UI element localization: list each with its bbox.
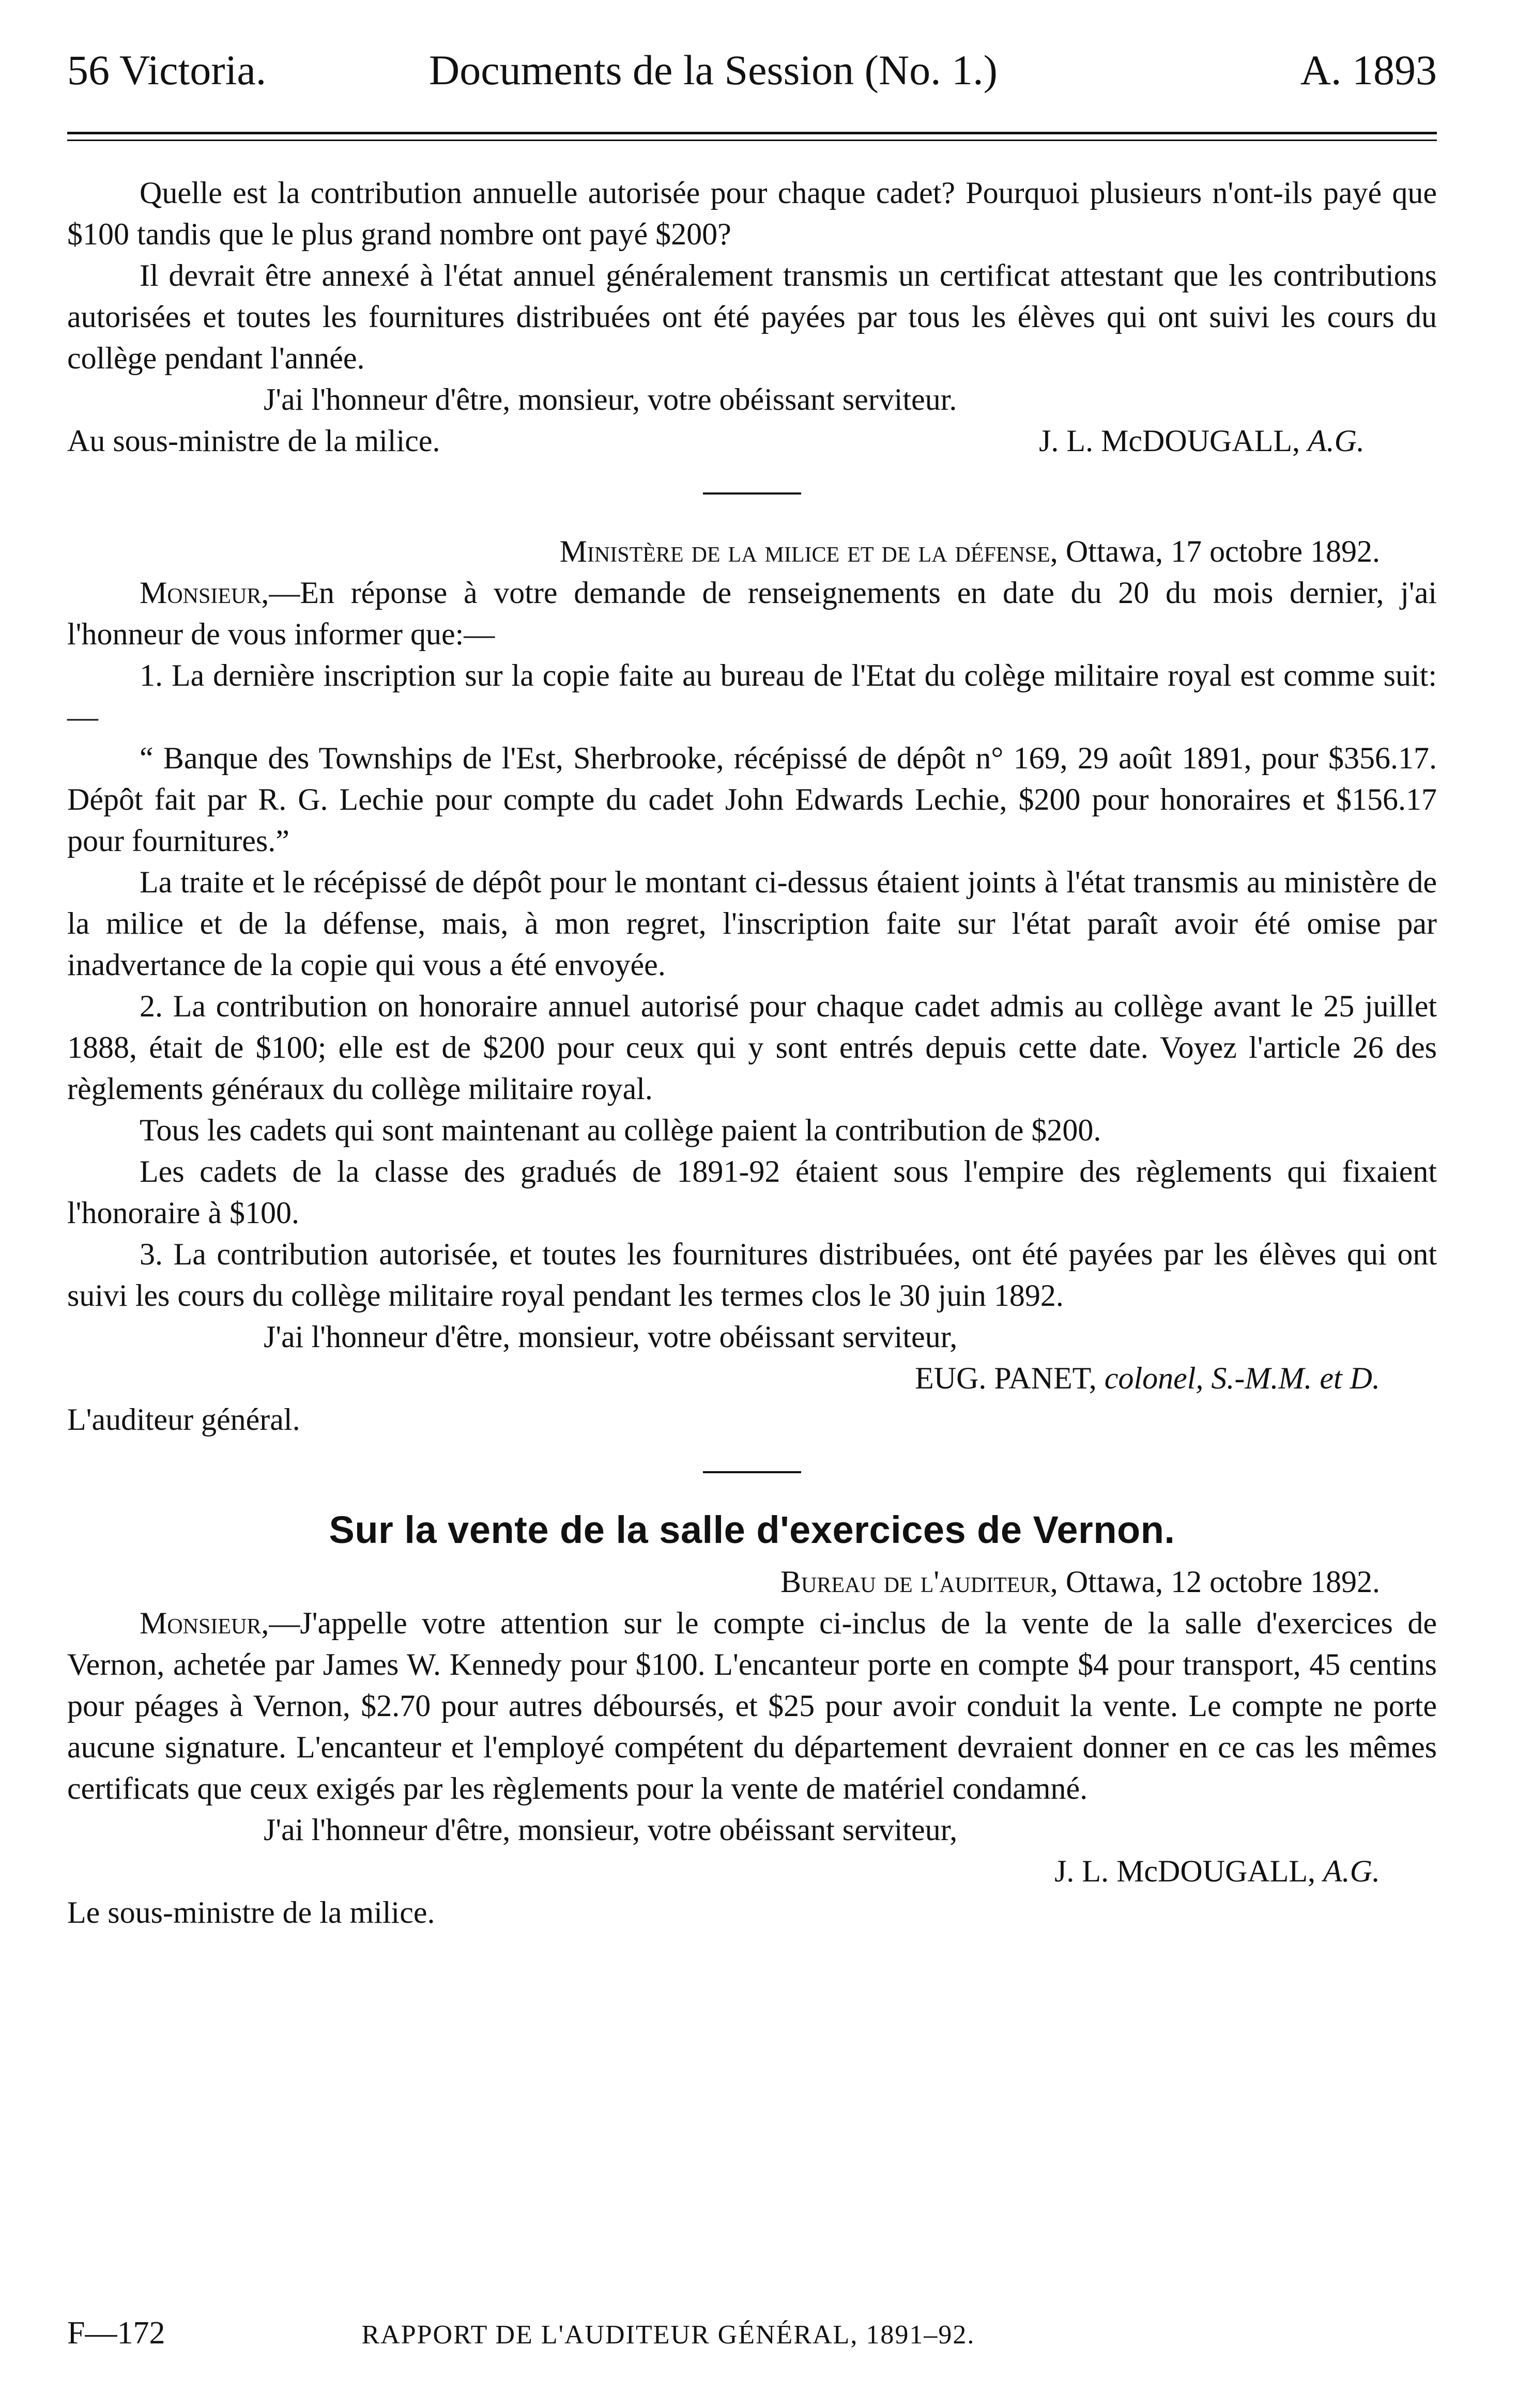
- section-addressee: Le sous-ministre de la milice.: [67, 1895, 435, 1930]
- letter2-paragraph-7: 3. La contribution autorisée, et toutes les fournitures distribuées, ont été payées par les élèves qui ont suivi les cours du collège militaire royal pendant les termes clos le 30 juin 1892.: [67, 1237, 1437, 1313]
- letter2-salutation: Monsieur,: [140, 576, 269, 610]
- letter1-closing: J'ai l'honneur d'être, monsieur, votre obéissant serviteur.: [264, 382, 957, 416]
- section-paragraph-1-text: —J'appelle votre attention sur le compte ci-inclus de la vente de la salle d'exercices de Vernon, achetée par James W. Kennedy pour $100. L'encanteur porte en compte $4 pour transport, 45 centins pour péages à Vernon, $2.70 pour autres déboursés, et $25 pour avoir conduit la vente. Le compte ne porte aucune signature. L'encanteur et l'employé compétent du département devraient donner en ce cas les mêmes certificats que ceux exigés par les règlements pour la vente de matériel condamné.: [67, 1606, 1437, 1805]
- header-right: A. 1893: [1300, 47, 1437, 94]
- footer-page-number: F—172: [67, 2316, 165, 2351]
- letter2-paragraph-2: 1. La dernière inscription sur la copie faite au bureau de l'Etat du colège militaire royal est comme suit:—: [67, 658, 1437, 734]
- separator-rule-2: [703, 1471, 801, 1473]
- letter2-quote: “ Banque des Townships de l'Est, Sherbrooke, récépissé de dépôt n° 169, 29 août 1891, pour $356.17. Dépôt fait par R. G. Lechie pour compte du cadet John Edwards Lechie, $200 pour honoraires et $156.17 pour fournitures.”: [67, 741, 1437, 858]
- header-rule: [67, 132, 1437, 141]
- letter2-paragraph-6: Les cadets de la classe des gradués de 1891-92 étaient sous l'empire des règlements qui fixaient l'honoraire à $100.: [67, 1154, 1437, 1230]
- page-content: [67, 172, 1437, 1933]
- letter1-addressee: Au sous-ministre de la milice.: [67, 424, 440, 458]
- letter1-signature: [1039, 420, 1365, 461]
- letter2-signature: [67, 1357, 1437, 1399]
- header-center: Documents de la Session (No. 1.): [429, 47, 998, 94]
- letter2-closing: J'ai l'honneur d'être, monsieur, votre obéissant serviteur,: [264, 1320, 958, 1354]
- section-signature-title: A.G.: [1323, 1854, 1380, 1888]
- running-header: [67, 49, 1437, 106]
- section-paragraph-1: [67, 1602, 1437, 1809]
- section-dateline: [67, 1561, 1437, 1602]
- letter2-dateline-date: Ottawa, 17 octobre 1892.: [1065, 534, 1380, 568]
- header-left: 56 Victoria.: [67, 47, 267, 94]
- section-signature: [67, 1850, 1437, 1892]
- letter2-dateline-org: Ministère de la milice et de la défense,: [559, 534, 1058, 568]
- letter2-paragraph-3: La traite et le récépissé de dépôt pour le montant ci-dessus étaient joints à l'état transmis au ministère de la milice et de la défense, mais, à mon regret, l'inscription faite sur l'état paraît avoir été omise par inadvertance de la copie qui vous a été envoyée.: [67, 865, 1437, 982]
- letter1-signature-name: J. L. McDOUGALL,: [1039, 424, 1300, 458]
- section-dateline-date: Ottawa, 12 octobre 1892.: [1065, 1565, 1380, 1599]
- letter2-paragraph-1-text: —En réponse à votre demande de renseignements en date du 20 du mois dernier, j'ai l'honneur de vous informer que:—: [67, 576, 1437, 651]
- section-title: Sur la vente de la salle d'exercices de Vernon.: [329, 1508, 1175, 1551]
- letter2-paragraph-5: Tous les cadets qui sont maintenant au collège paient la contribution de $200.: [140, 1113, 1101, 1147]
- letter2-addressee: L'auditeur général.: [67, 1402, 300, 1437]
- section-salutation: Monsieur,: [140, 1606, 269, 1640]
- separator-rule-1: [703, 492, 801, 495]
- letter1-signature-title: A.G.: [1308, 424, 1365, 458]
- document-page: [67, 49, 1437, 1933]
- letter2-dateline: [67, 531, 1437, 572]
- letter2-signature-title: colonel, S.-M.M. et D.: [1104, 1361, 1380, 1395]
- section-dateline-org: Bureau de l'auditeur,: [780, 1565, 1058, 1599]
- letter2-signature-name: EUG. PANET,: [915, 1361, 1097, 1395]
- letter1-paragraph-1: Quelle est la contribution annuelle autorisée pour chaque cadet? Pourquoi plusieurs n'ont-ils payé que $100 tandis que le plus grand nombre ont payé $200?: [67, 176, 1437, 251]
- letter2-paragraph-4: 2. La contribution on honoraire annuel autorisé pour chaque cadet admis au collège avant le 25 juillet 1888, était de $100; elle est de $200 pour ceux qui y sont entrés depuis cette date. Voyez l'article 26 des règlements généraux du collège militaire royal.: [67, 989, 1437, 1106]
- letter2-paragraph-1: [67, 572, 1437, 655]
- letter1-signature-row: [67, 420, 1437, 461]
- letter1-paragraph-2: Il devrait être annexé à l'état annuel généralement transmis un certificat attestant que les contributions autorisées et toutes les fournitures distribuées ont été payées par tous les élèves qui ont suivi les cours du collège pendant l'année.: [67, 258, 1437, 375]
- page-footer: [67, 2315, 1437, 2352]
- footer-report-title: RAPPORT DE L'AUDITEUR GÉNÉRAL, 1891–92.: [361, 2320, 975, 2350]
- section-closing: J'ai l'honneur d'être, monsieur, votre obéissant serviteur,: [264, 1813, 958, 1847]
- section-signature-name: J. L. McDOUGALL,: [1054, 1854, 1316, 1888]
